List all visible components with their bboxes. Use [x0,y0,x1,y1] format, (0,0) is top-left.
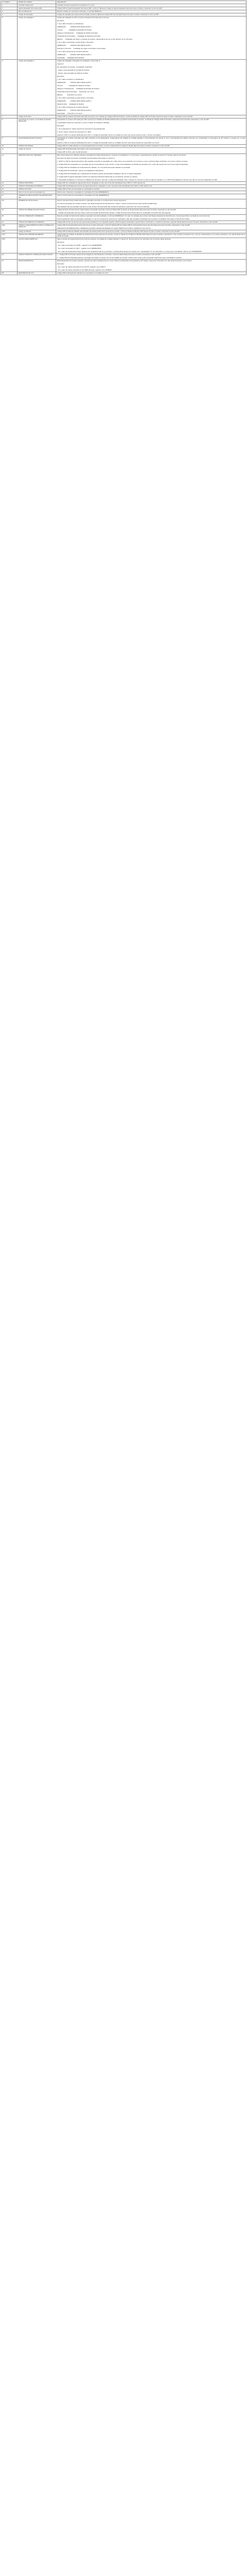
description-paragraph: Código ANP do País de importação ou exportação do produto. [57,188,100,191]
field-description-cell [56,137,246,145]
table-row [1,224,246,230]
field-name-cell: Código do Produto [18,115,56,118]
field-number-cell: 18 [1,199,18,208]
description-paragraph: 1. Se a grandeza for massa, deverá ser expressa em kg (quilograma); [57,127,106,130]
field-number-cell: 13 [1,182,18,185]
field-number-cell: 20 [1,214,18,221]
description-paragraph: Entrada no Terminal Instalação de origem do Produto movimentado [57,47,106,49]
field-description-cell [56,238,246,253]
description-paragraph: Código da instalação contraparte da Instalação 1 informada no [57,59,101,62]
field-name-cell: RECIPIENTE DE GLP [18,272,56,275]
field-number-cell: 25(*) [1,238,18,253]
description-paragraph: 1. CNPJ ou CPF do Agente Econômico não regulado envolvido na operação com o AR1. Deve ser preenchido com números e zeros, incluindo dígito verificador, sem pontos, barras ou traços; [57,160,188,163]
description-paragraph: Importação Instalação Administrativa [57,56,85,59]
description-paragraph: A quantidade deverá ser expressa no menor múltiplo de unidade de Medida. [57,121,110,124]
description-paragraph: Campo 5. [57,62,64,65]
description-paragraph: Código da Série da Nota Fiscal emitida relativa à operação comercial, conforme Tabela ANP de Séries de Notas Fiscais disponível para consulta e download no sítio da ANP. [57,208,176,211]
description-paragraph: - Se o valor da massa específica for de 45,273, registrar como 045273. [57,266,106,268]
field-description-cell [56,199,246,208]
table-row [1,238,246,253]
field-name-cell: DATA DA OPERAÇÃO COMERCIAL [18,214,56,221]
table-row [1,272,246,275]
description-paragraph: OPERAÇÃO CÓDIGO ANP INSTALAÇÃO 2 [57,99,92,102]
description-paragraph: Data de emissão da Nota Fiscal relativa à operação comercial realizada, no formato DDMMAAAA. No caso de entradas que ocorram sob Regime Especial de Recolhimento, não será permitido a emissão de uma única nota. [57,214,210,217]
description-paragraph: Mês/Ano relativo ao movimento informado, no formato MMAAAA. [57,10,102,12]
description-paragraph: Fiscal englobando todas as operações realizadas no mês de competência, devendo ser registrada a data das operações individuais que compõem a totalidade informada na Nota Fiscal emitida. [57,217,190,220]
field-name-cell: CÓDIGO MUNICÍPIO [18,182,56,185]
description-paragraph: Transferência entre Produtos Preencher com zeros [57,90,94,93]
description-paragraph: OPERAÇÃO CÓDIGO ANP INSTALAÇÃO 2 [57,81,92,83]
field-number-cell: 12 [1,154,18,182]
field-name-cell: Agente Regulado Informante (AR) [18,7,56,10]
description-paragraph: Saída por Transferência Instalação de Saída do Produto [57,31,98,34]
field-name-cell: MASSA ESPECÍFICA [18,260,56,272]
description-paragraph: Quando o AR1 for empresa distribuidora de GLP e o Código da Operação referir-se a botijões de GLP, este campo deverá ser preenchido com zeros. [57,142,160,144]
field-name-cell: Número da Licença de Importação (LI) [18,191,56,194]
description-paragraph: 6. Código ANP do Agente Regulado produtor de cada biocombustível adicionado ao combustível, produto ou mistura; [57,176,138,178]
field-number-cell: 28 [1,272,18,275]
table-row [1,194,246,199]
description-paragraph: Código ANP do modal utilizado na movimentação física do produto, conforme Tabela ANP de Código de Modal disponível para consulta e download no sítio da ANP. [57,145,170,147]
description-paragraph: Exemplos: [57,75,64,77]
column-header-description: DESCRIÇÃO [56,1,246,4]
description-paragraph: - Se o valor encontrado for 0,0052 , registrar como 00000000052. [57,244,103,247]
description-paragraph: Massa Específica do produto operado, expressa em kg/m³ (quilogramas por metro cúbico) considerando a temperatura a 20º Celsius, deverá ser informado com três casas decimais e nove inteiros. [57,260,192,262]
table-row [1,253,246,260]
field-name-cell: Quantidade do produto, na Unidade de Medida Oficial ANP [18,118,56,137]
table-body [1,4,246,275]
description-paragraph: Transferência de Produtos Instalação de Entrada do Produto [57,35,101,37]
description-paragraph: Código ANP da Embarcação Autorizada, para modal aquaviário. [57,148,102,150]
field-name-cell: VALOR CARACTERÍSTICA [18,238,56,253]
field-number-cell: 6 [1,60,18,115]
field-name-cell: Código do Veículo [18,148,56,154]
description-paragraph: No caso de operações de vendas remessa, sem Regime Especial de Recolhimento, indicar o número do Documento Fiscal da Remessa/Entrega. [57,202,157,205]
description-paragraph: Exemplos de Ações de Terceiro envolvidas nas Operações informadas no Campo 4: [57,157,115,160]
description-paragraph: 1. Se o AR1 é Produtor ou Distribuidor: [57,78,84,80]
description-paragraph: - Se o valor encontrado for 045.1 , registrar como 00000045100. [57,247,102,250]
field-number-cell: 17 [1,194,18,199]
description-paragraph: 2. Código ANP do Consignado se a operação não for processada de modo normal, ou seja, das instalações envolvidas de operação com o AR1 não pertencerem ao mesmo Agente Regulado; [57,163,189,166]
description-paragraph: 7. Operações de Balanço em Terceiros ou Balanço de Terceiros, informar o código da Instalação onde o estoque se encontra ou para de agente regulador, ou o CNPJ da Instalação de Terceiro que não se encontra cadastrada na ANP. [57,179,218,181]
description-paragraph: Exemplos: [57,124,64,127]
description-paragraph: Código ANP do Agente Regulado Informante (AR), conforme Tabela de Código do Agente Regulado disponível para consulta e download no sítio da ANP. [57,7,162,9]
description-paragraph: Número da DI referente à operação de importação (Formato 99/9999999-9). [57,194,110,197]
table-row [1,208,246,214]
field-number-cell: 5 [1,16,18,60]
description-paragraph: Saída por Transferência Instalação de Entrada do Produto [57,87,100,90]
description-paragraph: Número da Nota Fiscal emitida referente à operação comercial, ou do Documento Fiscal equivalente. [57,199,127,201]
description-paragraph: 2. Se o AR1 é autorizado a operar Dutos e Terminais: [57,41,94,43]
description-paragraph: Código ANP de Recipientes utilizados em operações com botijões de GLP. [57,272,109,275]
field-name-cell: QUANTIDADE PRODUTO EM KG [18,137,56,145]
description-paragraph: Indicador numérico sequencial, começando em 1 (um). [57,4,95,6]
description-paragraph: Código ANP do produto informado pelo AR1 de acordo com a Tabela de Códigos ANP de Produtos, conforme Tabela de Código ANP do Produto disponível para consulta e download no sítio da ANP. [57,115,193,117]
field-name-cell: CÓDIGO DO MODAL [18,145,56,148]
field-number-cell: 21 [1,221,18,224]
description-paragraph: Compra Instalação de Saída do Produto [57,84,91,87]
description-paragraph: Código ANP do Método utilizado para aferição da Característica Físico-Química do produto, conforme Tabela de Método ANP disponível para consulta e download no sítio da ANP. [57,230,180,232]
field-name-cell: CÓDIGO DO SERVIÇO ACORDADO [18,221,56,224]
field-name-cell: NÚMERO DA NOTA FISCAL [18,199,56,208]
description-paragraph: Código ANP de Localidade do Agente Econômico, Regulado ou não, que tenha sido identificado pelo CNPJ ou CPF (Campo 12). [57,182,146,184]
field-name-cell: CÓDIGO DA SÉRIE DA NOTA FISCAL [18,208,56,214]
description-paragraph: - Se o valor da característica Físico-Química do combustível não for encontrado, a característica deverá ter entrado com o identificador "N" do Laboratório, no campo que é de Padrão, informe com 00000000000. [57,250,202,253]
field-number-cell: 7 [1,115,18,118]
field-name-cell: Código do Método [18,230,56,233]
field-description-table [1,1,246,275]
table-row [1,137,246,145]
description-paragraph: Número da LI referente à operação de importação (Formato 99/9999999-9). [57,191,109,194]
description-paragraph: Exemplos: [57,19,64,22]
table-row [1,233,246,238]
description-paragraph: 3. Se o AR1 é Empresa de Comércio Exterior: [57,50,89,53]
description-paragraph: Exportação Preencher com zeros [57,112,83,114]
description-paragraph: Saída do Duto Instalação de Destino [57,103,84,105]
description-paragraph: 1. Se o AR2 é Produtor ou Distribuidor: [57,22,84,25]
field-number-cell: 19 [1,208,18,214]
description-paragraph: 5. Código ANP da Instalação que é abastecida de produtos quando da Operação de Balanço não for um Agente Regulado; [57,173,142,175]
description-paragraph: 2 - Código ANP da Operação quando a operação informada no Campo 4 for de formulação de produto. Indicar neste campo qual a operação original que gerou derivação do produto. [57,257,182,259]
table-row [1,148,246,154]
table-row [1,60,246,115]
column-header-field-number: Nº CAMPO [1,1,18,4]
description-paragraph: Código ANP da Atividade Econômica do Agente Econômico, Regulado ou não, que tenha sido identificado pelo CNPJ ou CPF (Campo 12). [57,185,153,188]
description-paragraph: Exemplos: [57,263,64,265]
field-number-cell: 26 [1,253,18,260]
table-row [1,199,246,208]
description-paragraph: 2. Se o AR1 é autorizado a operar Dutos e Terminais: [57,96,94,99]
description-paragraph: EMPRESAS DISTRIBUIDORAS: OBSERVAR QUANDO DEVEM INFORMAR AS CARACTERÍSTICAS FÍSICO-QUÍMICAS (vide NOTA). [57,227,151,229]
field-number-cell: 1 [1,4,18,7]
field-name-cell: Código da Instalação 2 [18,60,56,115]
table-row [1,260,246,272]
description-paragraph: Este campo deverá ser utilizado quando a operação informada independente e envolver as instalações 1 e 2 de terceiro, respectivamente, também envolver um Terceiro Agente econômico. [57,154,187,157]
description-paragraph: Exemplos: [57,241,64,244]
field-number-cell: 4 [1,13,18,16]
field-number-cell: 27 [1,260,18,272]
table-row [1,118,246,137]
field-name-cell: CÓDIGO DO PAÍS [18,188,56,191]
description-paragraph: Para qualquer tipo de operação cuja série ou cujo número de Nota Fiscal não exceda 10 caracteres, preencher com zeros à esquerda. [57,205,150,208]
table-row [1,16,246,60]
field-name-cell: CÓDIGO PRODUTO OPERAÇÃO RESULTANTE [18,253,56,260]
field-number-cell: 9 [1,137,18,145]
description-paragraph: 4. Código ANP do Distribuidor, quando da instalação do Recebedor; [57,170,104,172]
description-paragraph: Código ANP da Unidade de Medida da Característica Físico-Química do produto, conforme Tabela de Unidade de Medida ANP disponível para consulta e download no sítio da ANP, compatível com o tipo de característica em 12 (doze) caracteres, com tabela disponível à direita da vírgula. [57,233,246,238]
field-number-cell: 14 [1,185,18,188]
field-description-cell [56,60,246,115]
description-paragraph: OPERAÇÃO CÓDIGO ANP INSTALAÇÃO 1 [57,44,92,46]
field-number-cell: 3 [1,10,18,13]
field-number-cell: 8 [1,118,18,137]
field-name-cell: IDENTIFICAÇÃO DO TERCEIRO [18,154,56,182]
field-name-cell: NÚMERO DA DECLARAÇÃO DE IMPORTAÇÃO (DI) [18,194,56,199]
field-description-cell [56,272,246,275]
field-description-table-container [1,1,246,275]
field-number-cell: 11 [1,148,18,154]
field-number-cell: 24(*) [1,233,18,238]
field-name-cell: CÓDIGO ATIVIDADE ECONÔMICA [18,185,56,188]
field-number-cell: 2 [1,7,18,10]
description-paragraph: - Unidade da Federação (UF) que indica o local de emissão da Nota Fiscal, quando o código do Documento Fiscal referir-se à operação comercial entre dois agentes. [57,211,171,214]
description-paragraph: Quantidade do produto informada pelo AR1 expressa em kg (quilograma), independente da unidade de medida adotada no preenchimento do Campo 8, com o arredondamento padrão, devendo ser considerados a temperatura de 20º Celsius e pressão de 1 (uma) atmosfera. [57,137,246,141]
description-paragraph: Quantidade do produto informada pelo AR1 expressa na Unidade de Medida adotada para a grandeza selecionada no produto, na Tabela de Códigos ANP de Produtos, disponível para consulta e download no sítio da ANP. [57,118,209,121]
description-paragraph: Código ANP da Característica Físico-Química do produto informado, conforme Tabela ANP de Código ANP de Característica Físico-Química disponível para consulta e download no sítio da ANP. [57,224,190,226]
description-paragraph: OPERAÇÃO CÓDIGO ANP INSTALAÇÃO 1 [57,25,92,28]
description-paragraph: 2. Se for volume, deverá ser expressa em L (litro). [57,130,92,133]
field-name-cell: Contador Sequencial [18,4,56,7]
description-paragraph: 1 - Código ANP do Produto quando da formulação de Tipo Biodiesel ou Produto, conforme tabela disponível para consulta e download no sítio da ANP. [57,253,161,256]
description-paragraph: - Se o valor da massa específica for de 0989 decimais, registrar como 0049000. [57,269,112,272]
description-paragraph: Balanço Preencher com zeros [57,93,82,96]
field-description-cell [56,154,246,182]
field-number-cell: 15 [1,188,18,191]
description-paragraph: Quando o AR1 for empresa distribuidora de GLP e o Código da Operação referir-se a botijões de GLP, este campo deverá conter o número de botijões. [57,133,161,136]
field-name-cell: CÓDIGO CARACTERÍSTICA FÍSICO-QUÍMICA DO PRODUTO [18,224,56,230]
table-row [1,214,246,221]
description-paragraph: - origem, para operação de entrada de produto; [57,69,90,71]
description-paragraph: Código ANP do Tipo de Serviço que está sendo prestado por um Operador quando o AR1 for Agente Autorizado a operar Dutos e Terminais e a modal for Dutoviário, segundo tabela disponível para consulta e download no sítio da ANP. [57,221,218,223]
description-paragraph: - destino, para operação de saída de produto. [57,72,89,74]
table-row [1,154,246,182]
description-paragraph: Compra Instalação de Entrada do Produto [57,28,92,31]
field-name-cell: CÓDIGO DA UNIDADE DE MEDIDA [18,233,56,238]
description-paragraph: Em operações comerciais, a Instalação 2 identifica: [57,65,93,68]
field-name-cell: Código da Instalação 1 [18,16,56,60]
field-name-cell: Mês de Referência [18,10,56,13]
column-header-field-name: NOME DO CAMPO [18,1,56,4]
description-paragraph: 3. Se o AR1 é Empresa de Comércio Exterior: [57,106,89,108]
description-paragraph: Balanço Instalação que detém o estoque do produto, independente de ser ou não Terceiro ou em Terminal [57,38,133,40]
field-name-cell: Código da Operação [18,13,56,16]
field-number-cell: 23(*) [1,230,18,233]
field-number-cell: 10 [1,145,18,148]
description-paragraph: Código da operação que está sendo informada, conforme Tabela de Código ANP da Operação disponível para consulta e download no sítio da ANP. [57,13,159,15]
description-paragraph: Código da instalação do AR1 na qual a operação informada está ocorrendo. [57,16,109,19]
description-paragraph: 3. Código ANP de Instalação de Armazenamento utilizado, se o Terminal está sendo utilizado na operação; [57,166,130,169]
description-paragraph: Valor numérico da característica Físico-química expresso na unidade de medida indicada no Campo 24. Deverá sempre ser informado com 15 (vinte) casas decimais. [57,238,171,241]
field-number-cell: 22(*) [1,224,18,230]
description-paragraph: Código ANP do Duto, para modal dutoviário. [57,151,88,154]
description-paragraph: OPERAÇÃO CÓDIGO ANP INSTALAÇÃO 2 [57,109,92,111]
field-number-cell: 16 [1,191,18,194]
description-paragraph: OPERAÇÃO CÓDIGO ANP INSTALAÇÃO 1 [57,53,92,56]
